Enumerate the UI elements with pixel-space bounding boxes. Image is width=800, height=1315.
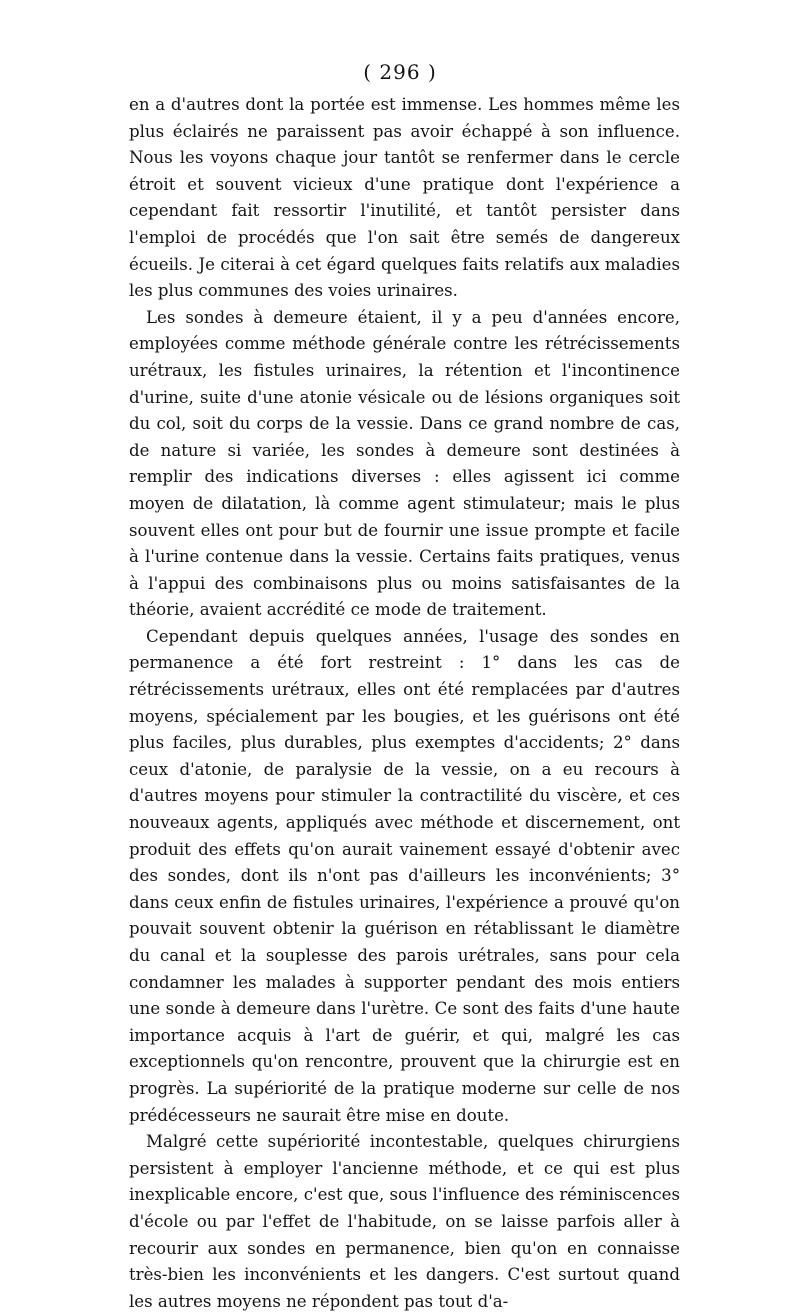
paragraph-3: Cependant depuis quelques années, l'usage des sondes en permanence a été fort restreint : 1° dans les cas de rétrécissements urétraux, elles ont été remplacées par d'autres moyens, spécialement par les bougies, et les guérisons ont été plus faciles, plus durables, plus exemptes d'accidents; 2° dans ceux d'atonie, de paralysie de la vessie, on a eu recours à d'autres moyens pour stimuler la contractilité du viscère, et ces nouveaux agents, appliqués avec méthode et discernement, ont produit des effets qu'on aurait vainement essayé d'obtenir avec des sondes, dont ils n'ont pas d'ailleurs les inconvénients; 3° dans ceux enfin de fistules urinaires, l'expérience a prouvé qu'on pouvait souvent obtenir la guérison en rétablissant le diamètre du canal et la souplesse des parois urétrales, sans pour cela condamner les malades à supporter pendant des mois entiers une sonde à demeure dans l'urètre. Ce sont des faits d'une haute importance acquis à l'art de guérir, et qui, malgré les cas exceptionnels qu'on rencontre, prouvent que la chirurgie est en progrès. La supériorité de la pratique moderne sur celle de nos prédécesseurs ne saurait être mise en doute. bbox=[129, 626, 680, 1125]
paragraph-4: Malgré cette supériorité incontestable, quelques chirurgiens persistent à employer l'ancienne méthode, et ce qui est plus inexplicable encore, c'est que, sous l'influence des réminiscences d'école ou par l'effet de l'habitude, on se laisse parfois aller à recourir aux sondes en permanence, bien qu'on en connaisse très-bien les inconvénients et les dangers. C'est surtout quand les autres moyens ne répondent pas tout d'a- bbox=[129, 1132, 680, 1311]
page-number: ( 296 ) bbox=[363, 60, 437, 84]
paragraph-1: en a d'autres dont la portée est immense. Les hommes même les plus éclairés ne paraissent pas avoir échappé à son influence. Nous les voyons chaque jour tantôt se renfermer dans le cercle étroit et souvent vicieux d'une pratique dont l'expérience a cependant fait ressortir l'inutilité, et tantôt persister dans l'emploi de procédés que l'on sait être semés de dangereux écueils. Je citerai à cet égard quelques faits relatifs aux maladies les plus communes des voies urinaires. bbox=[129, 95, 680, 301]
body-text bbox=[129, 92, 680, 1315]
paragraph-2: Les sondes à demeure étaient, il y a peu d'années encore, employées comme méthode générale contre les rétrécissements urétraux, les fistules urinaires, la rétention et l'incontinence d'urine, suite d'une atonie vésicale ou de lésions organiques soit du col, soit du corps de la vessie. Dans ce grand nombre de cas, de nature si variée, les sondes à demeure sont destinées à remplir des indications diverses : elles agissent ici comme moyen de dilatation, là comme agent stimulateur; mais le plus souvent elles ont pour but de fournir une issue prompte et facile à l'urine contenue dans la vessie. Certains faits pratiques, venus à l'appui des combinaisons plus ou moins satisfaisantes de la théorie, avaient accrédité ce mode de traitement. bbox=[129, 307, 680, 620]
